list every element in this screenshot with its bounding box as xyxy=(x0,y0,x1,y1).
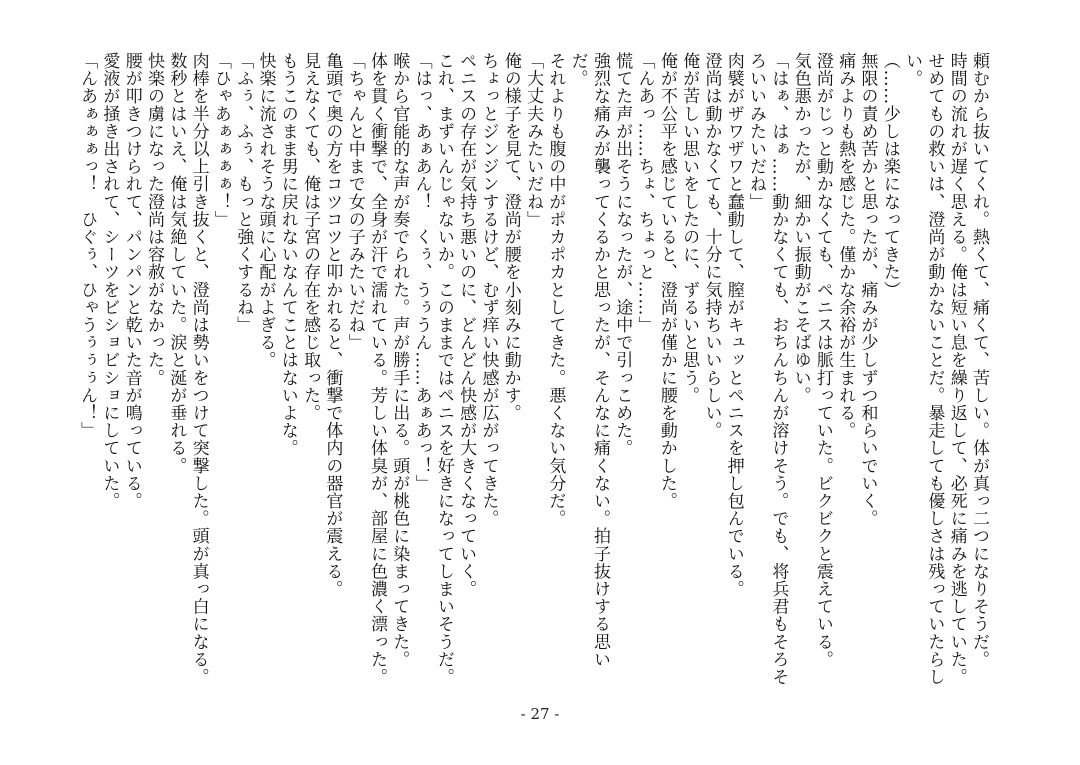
text-line: もうこのまま男に戻れないなんてことはないよな。 xyxy=(277,52,298,457)
text-line: 「はぁ、はぁ……動かなくても、おちんちんが溶けそう。でも、将兵君もそろそろいいみたいだね」 xyxy=(746,52,789,686)
text-line: 見えなくても、俺は子宮の存在を感じ取った。 xyxy=(300,52,321,422)
text-line: 痛みよりも熱を感じた。僅かな余裕が生まれる。 xyxy=(835,52,856,440)
text-line: 「ふぅ、ふぅ、もっと強くするね」 xyxy=(233,52,254,334)
text-line: 「んあっ……ちょ、ちょっと……」 xyxy=(634,52,655,334)
text-line: 快楽の虜になった澄尚は容赦がなかった。 xyxy=(144,52,165,387)
text-line: 「大丈夫みたいだね」 xyxy=(523,52,544,228)
text-line: 肉襞がザワザワと蠢動して、膣がキュッとペニスを押し包んでいる。 xyxy=(723,52,744,598)
text-line: 慌てた声が出そうになったが、途中で引っこめた。 xyxy=(612,52,633,457)
text-line: （……少しは楽になってきた） xyxy=(879,52,900,299)
text-line: 体を貫く衝撃で、全身が汗で濡れている。芳しい体臭が、部屋に色濃く漂った。 xyxy=(366,52,387,686)
text-line: それよりも腹の中がポカポカとしてきた。悪くない気分だ。 xyxy=(545,52,566,528)
text-line: 強烈な痛みが襲ってくるかと思ったが、そんなに痛くない。拍子抜けする思いだ。 xyxy=(567,52,610,668)
text-line: 無限の責め苦かと思ったが、痛みが少しずつ和らいでいく。 xyxy=(857,52,878,528)
text-line: ペニスの存在が気持ち悪いのに、どんどん快感が大きくなっていく。 xyxy=(456,52,477,598)
text-line: 「はっ、あぁあん！ くぅ、うぅうん……あぁあっ！」 xyxy=(411,52,432,492)
text-line: 「ひゃあぁぁぁぁ！」 xyxy=(210,52,231,228)
body-text xyxy=(77,52,990,692)
text-line: 数秒とはいえ、俺は気絶していた。涙と涎が垂れる。 xyxy=(166,52,187,475)
text-line: 澄尚は動かなくても、十分に気持ちいいらしい。 xyxy=(701,52,722,440)
text-line: 腰が叩きつけられて、パンパンと乾いた音が鳴っている。 xyxy=(121,52,142,510)
text-line: 愛液が掻き出されて、シーツをビショビショにしていた。 xyxy=(99,52,120,510)
text-line: せめてもの救いは、澄尚が動かないことだ。暴走しても優しさは残っていたらしい。 xyxy=(902,52,945,686)
text-line: 快楽に流されそうな頭に心配がよぎる。 xyxy=(255,52,276,369)
text-line: 頼むから抜いてくれ。熱くて、痛くて、苦しい。体が真っ二つになりそうだ。 xyxy=(969,52,989,668)
text-line: 時間の流れが遅く思える。俺は短い息を繰り返して、必死に痛みを逃していた。 xyxy=(946,52,967,686)
text-line: 肉棒を半分以上引き抜くと、澄尚は勢いをつけて突撃した。頭が真っ白になる。 xyxy=(188,52,209,686)
page-number: - 27 - xyxy=(520,705,560,723)
text-line: 俺の様子を見て、澄尚が腰を小刻みに動かす。 xyxy=(500,52,521,422)
text-line: 俺が苦しい思いをしたのに、ずるいと思う。 xyxy=(679,52,700,404)
text-line: 気色悪かったが、細かい振動がこそばゆい。 xyxy=(790,52,811,404)
text-line: これ、まずいんじゃないか。このままではペニスを好きになってしまいそうだ。 xyxy=(433,52,454,686)
text-line: 亀頭で奥の方をコツコツと叩かれると、衝撃で体内の器官が震える。 xyxy=(322,52,343,598)
text-line: ちょっとジンジンするけど、むず痒い快感が広がってきた。 xyxy=(478,52,499,528)
text-line: 「ちゃんと中まで女の子みたいだね」 xyxy=(344,52,365,352)
text-line: 澄尚がじっと動かなくても、ペニスは脈打っていた。ビクビクと震えている。 xyxy=(812,52,833,668)
text-line: 「んあぁぁぁっ！ ひぐぅ、ひゃうぅぅぅん！」 xyxy=(77,52,98,440)
text-line: 喉から官能的な声が奏でられた。声が勝手に出る。頭が桃色に染まってきた。 xyxy=(389,52,410,668)
text-line: 俺が不公平を感じていると、澄尚が僅かに腰を動かした。 xyxy=(656,52,677,510)
